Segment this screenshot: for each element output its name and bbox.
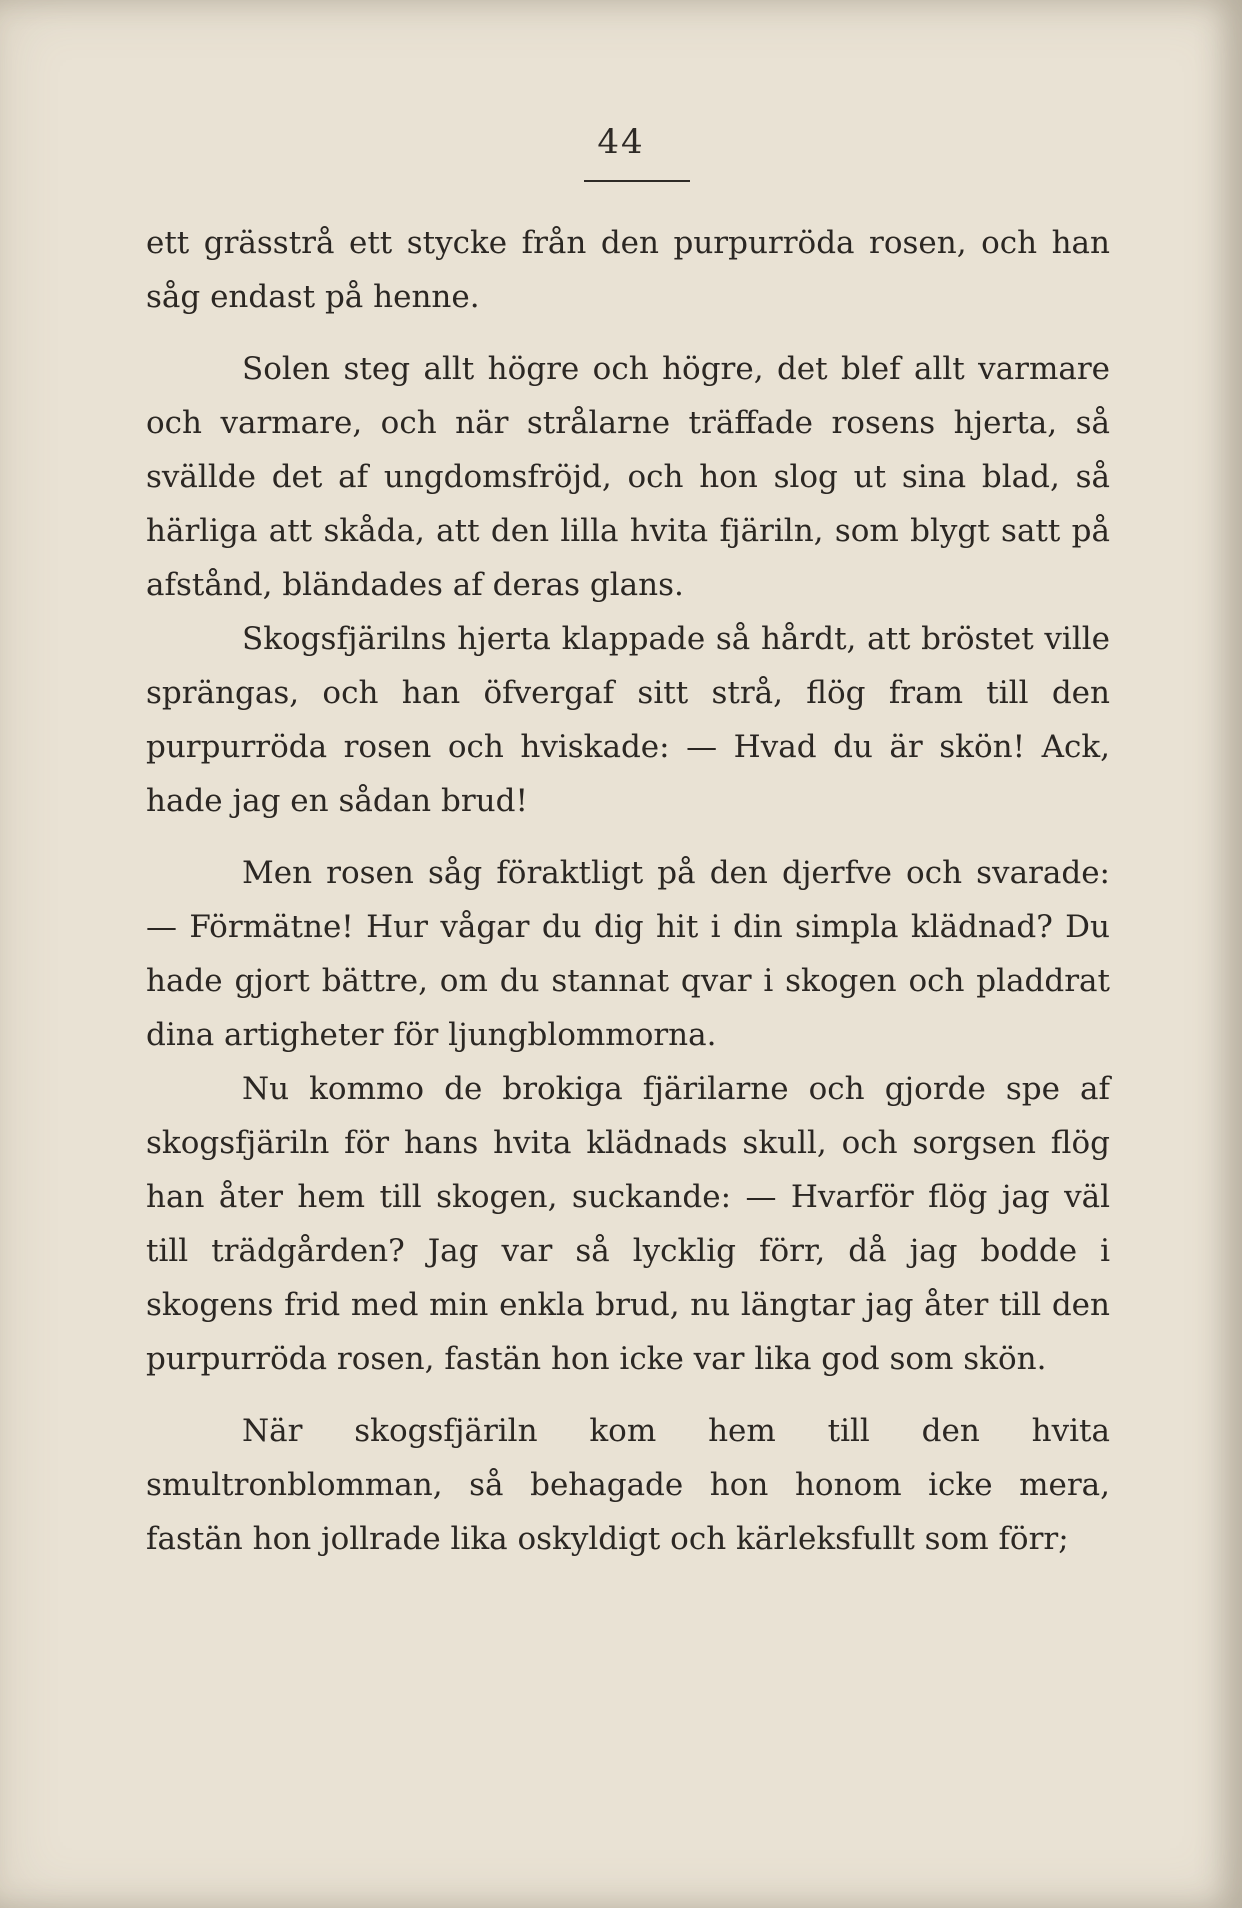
paragraph-continuation: ett grässtrå ett stycke från den purpurröda rosen, och han såg endast på henne. (146, 225, 1110, 315)
paragraph: Men rosen såg föraktligt på den djerfve och svarade: — Förmätne! Hur vågar du dig hit i din simpla klädnad? Du hade gjort bättre, om du stannat qvar i skogen och pladdrat dina artigheter för ljungblommorna. (146, 855, 1110, 1053)
page-number: 44 (597, 122, 645, 162)
paragraph: Nu kommo de brokiga fjärilarne och gjorde spe af skogsfjäriln för hans hvita klädnads skull, och sorgsen flög han åter hem till skogen, suckande: — Hvarför flög jag väl till trädgården? Jag var så lycklig förr, då jag bodde i skogens frid med min enkla brud, nu längtar jag åter till den purpurröda rosen, fastän hon icke var lika god som skön. (146, 1071, 1110, 1377)
paragraph: Skogsfjärilns hjerta klappade så hårdt, att bröstet ville sprängas, och han öfvergaf sitt strå, flög fram till den purpurröda rosen och hviskade: — Hvad du är skön! Ack, hade jag en sådan brud! (146, 621, 1110, 819)
paragraph: När skogsfjäriln kom hem till den hvita smultronblomman, så behagade hon honom icke mera, fastän hon jollrade lika oskyldigt och kärleksfullt som förr; (146, 1413, 1110, 1557)
paragraph: Solen steg allt högre och högre, det blef allt varmare och varmare, och när strålarne träffade rosens hjerta, så svällde det af ungdomsfröjd, och hon slog ut sina blad, så härliga att skåda, att den lilla hvita fjäriln, som blygt satt på afstånd, bländades af deras glans. (146, 351, 1110, 603)
page-number-rule (584, 180, 690, 182)
body-text (146, 216, 1110, 1566)
